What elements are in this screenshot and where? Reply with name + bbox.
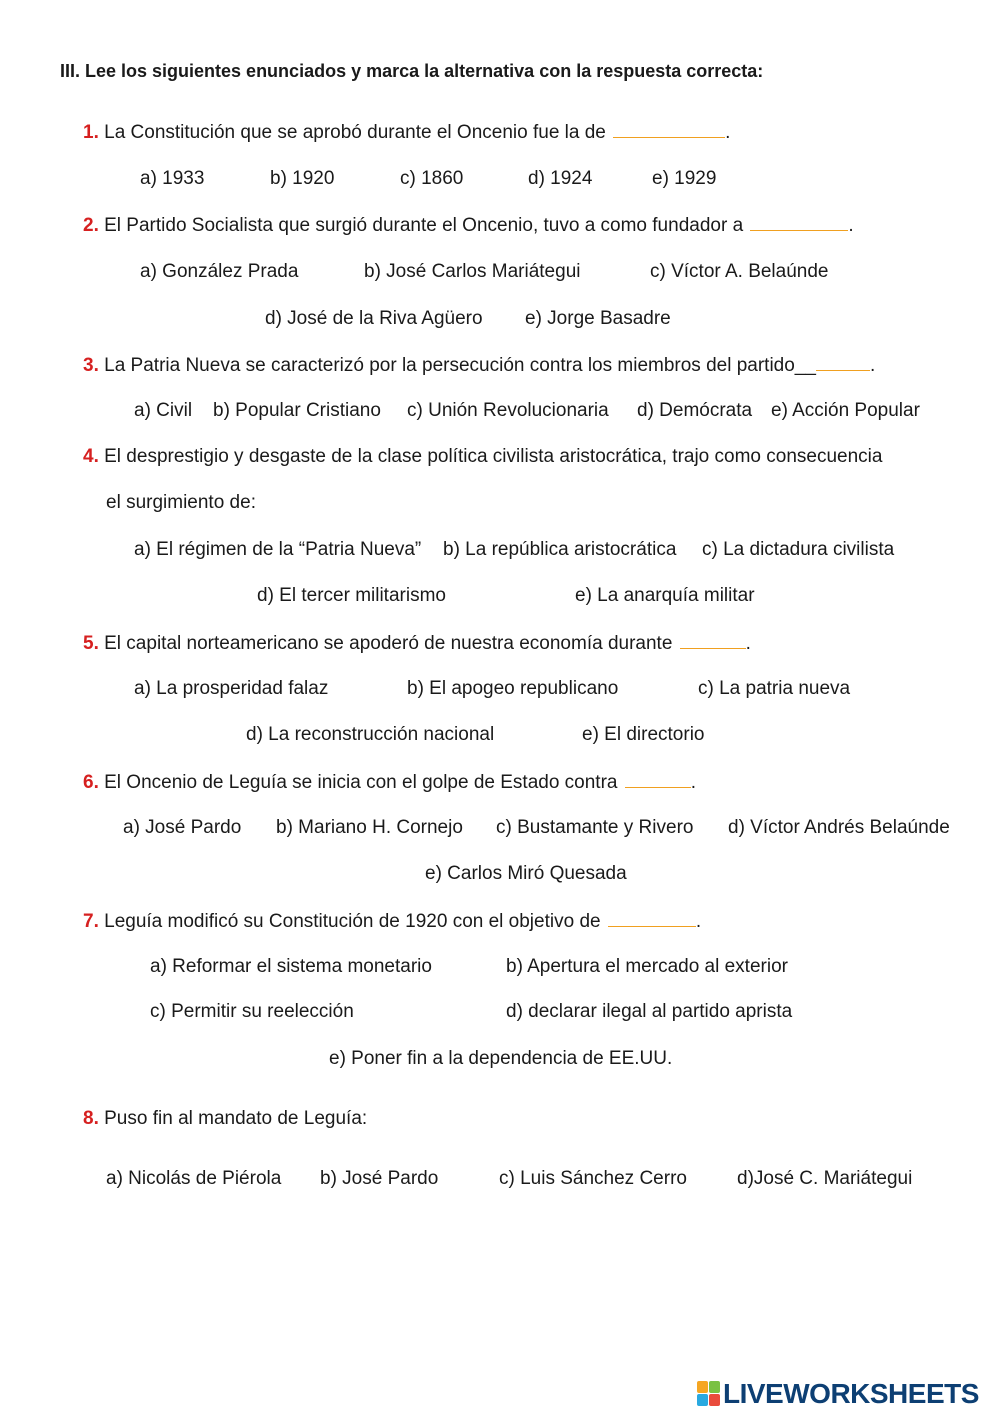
option-b[interactable]: b) 1920 bbox=[270, 168, 335, 189]
option-e[interactable]: e) 1929 bbox=[652, 168, 717, 189]
option-c[interactable]: c) Bustamante y Rivero bbox=[496, 817, 694, 838]
answer-blank[interactable] bbox=[625, 770, 691, 788]
option-c[interactable]: c) Luis Sánchez Cerro bbox=[499, 1168, 687, 1189]
option-c[interactable]: c) 1860 bbox=[400, 168, 464, 189]
option-e[interactable]: e) Carlos Miró Quesada bbox=[425, 863, 627, 884]
period: . bbox=[869, 355, 876, 376]
question-text: El capital norteamericano se apoderó de nuestra economía durante bbox=[98, 633, 678, 654]
question-number: 7. bbox=[83, 911, 99, 932]
question-number: 4. bbox=[83, 446, 99, 467]
question-2 bbox=[83, 213, 854, 238]
option-d[interactable]: d) Demócrata bbox=[637, 400, 753, 421]
question-text: El Partido Socialista que surgió durante el Oncenio, tuvo a como fundador a bbox=[98, 215, 749, 236]
liveworksheets-logo bbox=[697, 1379, 979, 1409]
option-d[interactable]: d)José C. Mariátegui bbox=[737, 1168, 913, 1189]
option-d[interactable]: d) José de la Riva Agüero bbox=[265, 308, 483, 329]
option-e[interactable]: e) La anarquía militar bbox=[575, 585, 755, 606]
option-a[interactable]: a) El régimen de la “Patria Nueva” bbox=[134, 539, 422, 560]
question-text: La Patria Nueva se caracterizó por la persecución contra los miembros del partido__ bbox=[98, 355, 816, 376]
question-text: El Oncenio de Leguía se inicia con el golpe de Estado contra bbox=[98, 772, 623, 793]
option-e[interactable]: e) Acción Popular bbox=[771, 400, 920, 421]
option-c[interactable]: c) Víctor A. Belaúnde bbox=[650, 261, 829, 282]
option-a[interactable]: a) Reformar el sistema monetario bbox=[150, 956, 432, 977]
period: . bbox=[725, 122, 731, 143]
option-b[interactable]: b) Popular Cristiano bbox=[213, 400, 381, 421]
option-e[interactable]: e) Jorge Basadre bbox=[525, 308, 671, 329]
option-d[interactable]: d) El tercer militarismo bbox=[257, 585, 446, 606]
option-c[interactable]: c) Permitir su reelección bbox=[150, 1001, 354, 1022]
question-text: Puso fin al mandato de Leguía: bbox=[98, 1108, 368, 1129]
period: . bbox=[848, 215, 854, 236]
question-3 bbox=[83, 353, 875, 378]
option-e[interactable]: e) Poner fin a la dependencia de EE.UU. bbox=[329, 1048, 673, 1069]
question-5 bbox=[83, 631, 751, 656]
period: . bbox=[745, 633, 751, 654]
liveworksheets-icon bbox=[697, 1381, 721, 1407]
question-4-continuation: el surgimiento de: bbox=[106, 492, 256, 513]
period: . bbox=[695, 911, 702, 932]
answer-blank[interactable] bbox=[613, 120, 725, 138]
option-d[interactable]: d) Víctor Andrés Belaúnde bbox=[728, 817, 950, 838]
question-number: 1. bbox=[83, 122, 99, 143]
option-b[interactable]: b) José Carlos Mariátegui bbox=[364, 261, 581, 282]
answer-blank[interactable] bbox=[608, 909, 696, 927]
option-c[interactable]: c) La dictadura civilista bbox=[702, 539, 895, 560]
question-number: 2. bbox=[83, 215, 99, 236]
option-d[interactable]: d) 1924 bbox=[528, 168, 593, 189]
question-number: 8. bbox=[83, 1108, 99, 1129]
option-a[interactable]: a) José Pardo bbox=[123, 817, 242, 838]
question-7 bbox=[83, 909, 701, 934]
option-a[interactable]: a) Nicolás de Piérola bbox=[106, 1168, 282, 1189]
option-b[interactable]: b) El apogeo republicano bbox=[407, 678, 619, 699]
answer-blank[interactable] bbox=[680, 631, 746, 649]
option-b[interactable]: b) José Pardo bbox=[320, 1168, 439, 1189]
option-a[interactable]: a) González Prada bbox=[140, 261, 299, 282]
brand-name: LIVEWORKSHEETS bbox=[723, 1378, 979, 1409]
option-e[interactable]: e) El directorio bbox=[582, 724, 705, 745]
answer-blank[interactable] bbox=[750, 213, 848, 231]
answer-blank[interactable] bbox=[816, 353, 870, 371]
question-number: 6. bbox=[83, 772, 99, 793]
option-d[interactable]: d) declarar ilegal al partido aprista bbox=[506, 1001, 793, 1022]
option-b[interactable]: b) La república aristocrática bbox=[443, 539, 677, 560]
period: . bbox=[690, 772, 697, 793]
option-d[interactable]: d) La reconstrucción nacional bbox=[246, 724, 495, 745]
question-4 bbox=[83, 445, 882, 469]
option-c[interactable]: c) La patria nueva bbox=[698, 678, 851, 699]
question-text: La Constitución que se aprobó durante el Oncenio fue la de bbox=[98, 122, 612, 143]
section-header: III. Lee los siguientes enunciados y marca la alternativa con la respuesta correcta: bbox=[60, 61, 764, 81]
question-number: 3. bbox=[83, 355, 99, 376]
option-a[interactable]: a) 1933 bbox=[140, 168, 205, 189]
question-8 bbox=[83, 1107, 367, 1131]
option-b[interactable]: b) Mariano H. Cornejo bbox=[276, 817, 463, 838]
question-text: Leguía modificó su Constitución de 1920 con el objetivo de bbox=[98, 911, 606, 932]
option-a[interactable]: a) Civil bbox=[134, 400, 193, 421]
question-1 bbox=[83, 120, 730, 145]
option-b[interactable]: b) Apertura el mercado al exterior bbox=[506, 956, 788, 977]
question-text: El desprestigio y desgaste de la clase política civilista aristocrática, trajo como consecuencia bbox=[98, 446, 883, 467]
question-6 bbox=[83, 770, 696, 795]
option-a[interactable]: a) La prosperidad falaz bbox=[134, 678, 329, 699]
option-c[interactable]: c) Unión Revolucionaria bbox=[407, 400, 609, 421]
question-number: 5. bbox=[83, 633, 99, 654]
